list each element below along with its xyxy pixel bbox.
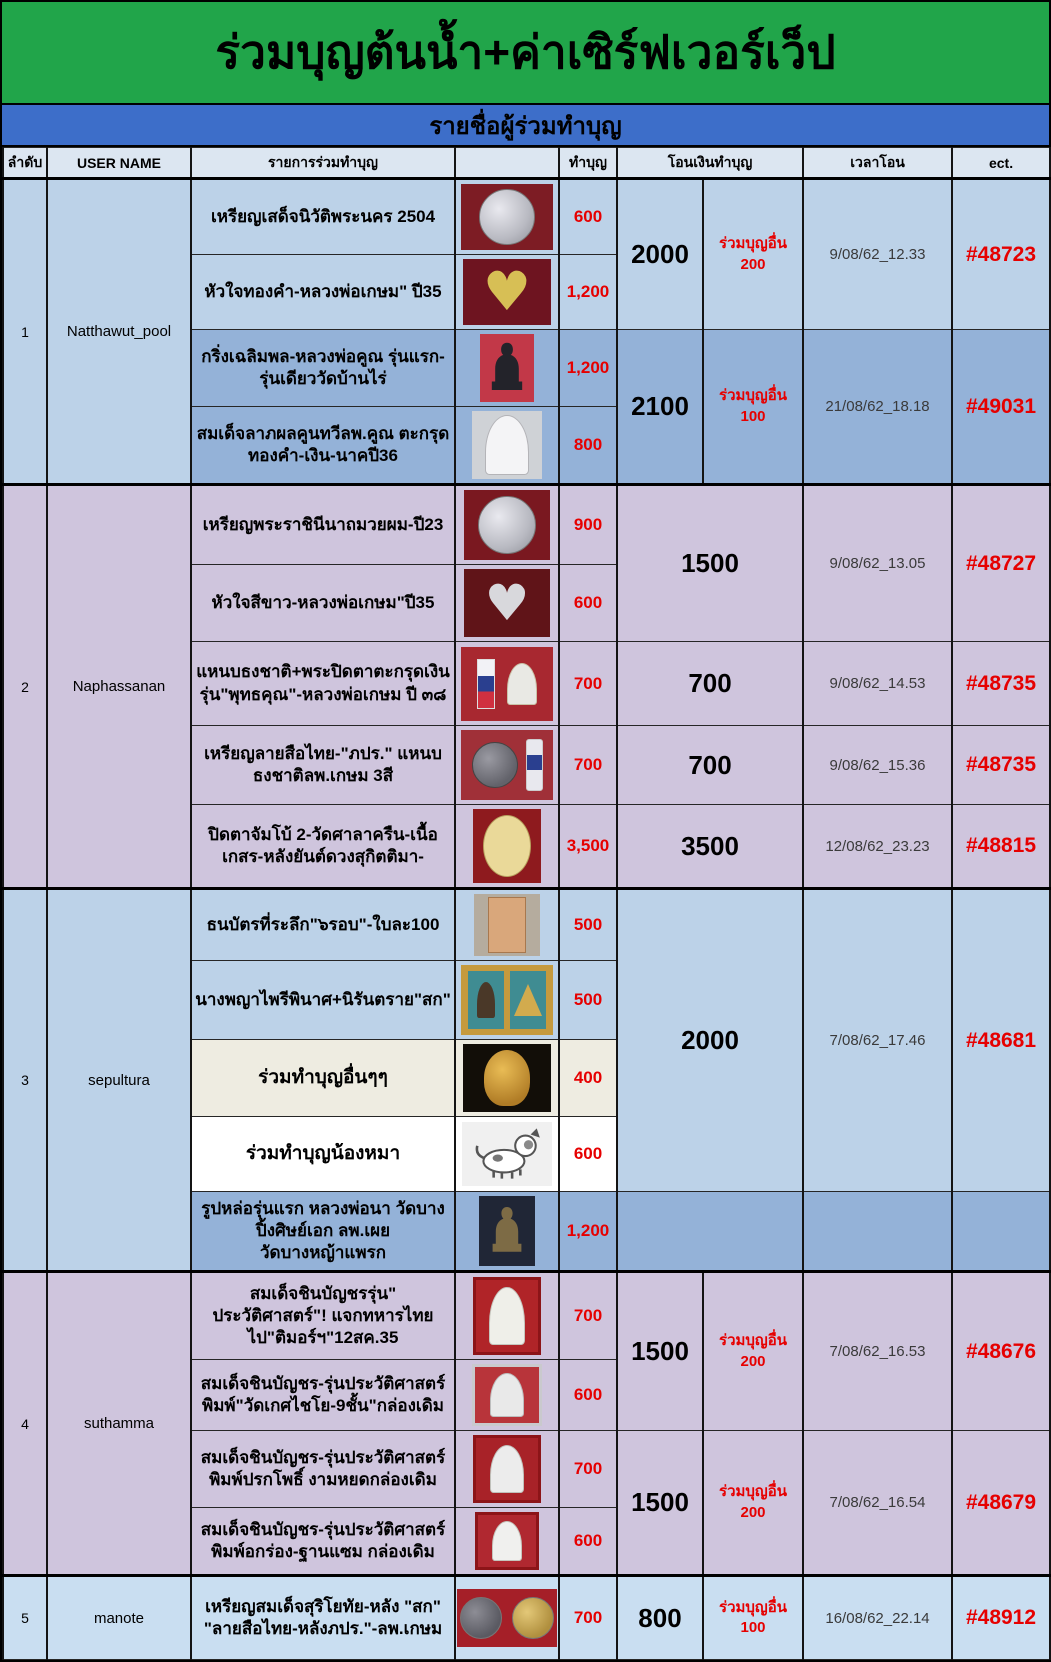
item-name: รูปหล่อรุ่นแรก หลวงพ่อนา วัดบางปิ้งศิษย์เอก ลพ.เผย วัดบางหญ้าแพรก xyxy=(191,1192,455,1272)
item-name: สมเด็จลาภผลคูนทวีลพ.คูณ ตะกรุดทองคำ-เงิน-นาคปี36 xyxy=(191,407,455,485)
item-photo-cell xyxy=(455,1360,559,1431)
item-name: หัวใจสีขาว-หลวงพ่อเกษม"ปี35 xyxy=(191,565,455,642)
transfer-note-label: ร่วมบุญอื่น xyxy=(719,235,787,253)
transfer-time: 9/08/62_13.05 xyxy=(803,485,952,642)
gold-heart-photo: ♥ xyxy=(463,259,551,325)
item-name: เหรียญลายสือไทย-"ภปร." แหนบธงชาติลพ.เกษม 3สี xyxy=(191,726,455,805)
col-header-item: รายการร่วมทำบุญ xyxy=(191,148,455,179)
merit-amount: 600 xyxy=(559,1117,617,1192)
item-photo-cell xyxy=(455,565,559,642)
merit-amount: 700 xyxy=(559,1576,617,1660)
transfer-amount: 1500 xyxy=(617,485,803,642)
col-header-merit: ทำบุญ xyxy=(559,148,617,179)
transfer-ref: #49031 xyxy=(952,330,1050,485)
merit-amount: 700 xyxy=(559,1272,617,1360)
col-header-transfer: โอนเงินทำบุญ xyxy=(617,148,803,179)
transfer-amount: 700 xyxy=(617,726,803,805)
flag-pin-amulet-photo xyxy=(461,647,553,721)
item-name: เหรียญสมเด็จสุริโยทัย-หลัง "สก" "ลายสือไทย-หลังภปร."-ลพ.เกษม xyxy=(191,1576,455,1660)
username: Naphassanan xyxy=(47,485,191,889)
merit-table xyxy=(2,147,1051,1660)
group-number: 2 xyxy=(3,485,47,889)
transfer-time: 9/08/62_15.36 xyxy=(803,726,952,805)
transfer-amount: 700 xyxy=(617,642,803,726)
item-photo-cell xyxy=(455,805,559,889)
table-row xyxy=(3,179,1050,255)
item-name: ร่วมทำบุญอื่นๆๆ xyxy=(191,1040,455,1117)
item-photo-cell xyxy=(455,179,559,255)
transfer-ref: #48727 xyxy=(952,485,1050,642)
item-name: สมเด็จชินบัญชร-รุ่นประวัติศาสตร์ พิมพ์"วัดเกศไชโย-9ชั้น"กล่องเดิม xyxy=(191,1360,455,1431)
merit-amount: 600 xyxy=(559,1360,617,1431)
table-subtitle: รายชื่อผู้ร่วมทำบุญ xyxy=(429,112,622,140)
item-photo-cell xyxy=(455,1040,559,1117)
framed-amulet-photo xyxy=(473,1435,541,1503)
item-name: เหรียญพระราชินีนาถมวยผม-ปี23 xyxy=(191,485,455,565)
dog-cartoon-photo xyxy=(462,1122,552,1186)
merit-amount: 400 xyxy=(559,1040,617,1117)
item-photo-cell xyxy=(455,1117,559,1192)
transfer-time: 16/08/62_22.14 xyxy=(803,1576,952,1660)
framed-amulet-photo xyxy=(475,1512,539,1570)
item-photo-cell xyxy=(455,726,559,805)
transfer-ref-empty xyxy=(952,1192,1050,1272)
transfer-amount: 1500 xyxy=(617,1272,703,1431)
merit-amount: 700 xyxy=(559,1431,617,1508)
table-row xyxy=(3,1576,1050,1660)
item-name: สมเด็จชินบัญชรรุ่น" ประวัติศาสตร์"! แจกทหารไทยไป"ติมอร์ฯ"12สค.35 xyxy=(191,1272,455,1360)
item-photo-cell xyxy=(455,889,559,961)
item-name: ธนบัตรที่ระลึก"๖รอบ"-ใบละ100 xyxy=(191,889,455,961)
transfer-amount-empty xyxy=(617,1192,803,1272)
col-header-ect: ect. xyxy=(952,148,1050,179)
transfer-ref: #48912 xyxy=(952,1576,1050,1660)
item-photo-cell xyxy=(455,485,559,565)
col-header-image xyxy=(455,148,559,179)
coin-flag-pin-photo xyxy=(461,730,553,800)
col-header-user: USER NAME xyxy=(47,148,191,179)
transfer-time-empty xyxy=(803,1192,952,1272)
transfer-note xyxy=(703,1272,803,1431)
transfer-ref: #48723 xyxy=(952,179,1050,330)
username: manote xyxy=(47,1576,191,1660)
buddha-head-photo xyxy=(463,1044,551,1112)
merit-amount: 900 xyxy=(559,485,617,565)
transfer-note-amount: 200 xyxy=(740,1503,766,1521)
transfer-note-label: ร่วมบุญอื่น xyxy=(719,387,787,405)
username: Natthawut_pool xyxy=(47,179,191,485)
col-header-time: เวลาโอน xyxy=(803,148,952,179)
merit-amount: 3,500 xyxy=(559,805,617,889)
transfer-note-label: ร่วมบุญอื่น xyxy=(719,1598,787,1616)
item-name: สมเด็จชินบัญชร-รุ่นประวัติศาสตร์ พิมพ์ปรกโพธิ์ งามหยดกล่องเดิม xyxy=(191,1431,455,1508)
table-row xyxy=(3,485,1050,565)
item-photo-cell xyxy=(455,642,559,726)
transfer-ref: #48815 xyxy=(952,805,1050,889)
merit-amount: 1,200 xyxy=(559,330,617,407)
white-amulet-photo xyxy=(472,411,542,479)
transfer-note-label: ร่วมบุญอื่น xyxy=(719,1483,787,1501)
item-photo-cell xyxy=(455,1192,559,1272)
transfer-time: 9/08/62_14.53 xyxy=(803,642,952,726)
item-name: หัวใจทองคำ-หลวงพ่อเกษม" ปี35 xyxy=(191,255,455,330)
transfer-note xyxy=(703,330,803,485)
merit-amount: 1,200 xyxy=(559,1192,617,1272)
transfer-ref: #48681 xyxy=(952,889,1050,1192)
merit-amount: 800 xyxy=(559,407,617,485)
silver-coin-photo xyxy=(461,184,553,250)
merit-amount: 1,200 xyxy=(559,255,617,330)
transfer-note-amount: 200 xyxy=(740,1352,766,1370)
transfer-note-label: ร่วมบุญอื่น xyxy=(719,1332,787,1350)
table-row xyxy=(3,889,1050,961)
framed-amulet-photo xyxy=(472,1364,542,1426)
item-name: นางพญาไพรีพินาศ+นิรันตราย"สก" xyxy=(191,961,455,1040)
item-name: แหนบธงชาติ+พระปิดตาตะกรุดเงิน รุ่น"พุทธคุณ"-หลวงพ่อเกษม ปี ๓๘ xyxy=(191,642,455,726)
transfer-ref: #48735 xyxy=(952,642,1050,726)
pidta-amulet-photo xyxy=(473,809,541,883)
item-photo-cell xyxy=(455,330,559,407)
transfer-note-amount: 100 xyxy=(740,1619,766,1636)
teal-case-amulets-photo xyxy=(461,965,553,1035)
transfer-amount: 3500 xyxy=(617,805,803,889)
item-name: กริ่งเฉลิมพล-หลวงพ่อคูณ รุ่นแรก-รุ่นเดียววัดบ้านไร่ xyxy=(191,330,455,407)
silver-coin-photo xyxy=(464,490,550,560)
transfer-amount: 2000 xyxy=(617,179,703,330)
merit-amount: 600 xyxy=(559,179,617,255)
group-number: 5 xyxy=(3,1576,47,1660)
merit-amount: 600 xyxy=(559,565,617,642)
transfer-time: 12/08/62_23.23 xyxy=(803,805,952,889)
item-photo-cell xyxy=(455,961,559,1040)
table-row xyxy=(3,1272,1050,1360)
transfer-amount: 1500 xyxy=(617,1431,703,1576)
transfer-ref: #48735 xyxy=(952,726,1050,805)
framed-amulet-photo xyxy=(473,1277,541,1355)
col-header-no: ลำดับ xyxy=(3,148,47,179)
group-number: 4 xyxy=(3,1272,47,1576)
monk-statue-photo xyxy=(479,1196,535,1266)
transfer-time: 9/08/62_12.33 xyxy=(803,179,952,330)
transfer-time: 7/08/62_17.46 xyxy=(803,889,952,1192)
item-photo-cell xyxy=(455,1431,559,1508)
merit-amount: 500 xyxy=(559,961,617,1040)
header-row xyxy=(3,148,1050,179)
title-banner xyxy=(2,2,1049,105)
merit-amount: 500 xyxy=(559,889,617,961)
item-name: ปิดตาจัมโบ้ 2-วัดศาลาครืน-เนื้อเกสร-หลังยันต์ดวงสุกิตติมา- xyxy=(191,805,455,889)
transfer-time: 7/08/62_16.54 xyxy=(803,1431,952,1576)
merit-amount: 700 xyxy=(559,726,617,805)
buddha-statue-photo xyxy=(480,334,534,402)
item-name: เหรียญเสด็จนิวัติพระนคร 2504 xyxy=(191,179,455,255)
transfer-time: 21/08/62_18.18 xyxy=(803,330,952,485)
transfer-ref: #48676 xyxy=(952,1272,1050,1431)
page-title: ร่วมบุญต้นน้ำ+ค่าเซิร์ฟเวอร์เว็ป xyxy=(215,26,836,78)
transfer-note xyxy=(703,179,803,330)
item-photo-cell xyxy=(455,1272,559,1360)
username: suthamma xyxy=(47,1272,191,1576)
item-name: สมเด็จชินบัญชร-รุ่นประวัติศาสตร์ พิมพ์อกร่อง-ฐานแซม กล่องเดิม xyxy=(191,1508,455,1576)
transfer-amount: 2100 xyxy=(617,330,703,485)
transfer-note xyxy=(703,1576,803,1660)
transfer-ref: #48679 xyxy=(952,1431,1050,1576)
transfer-note-amount: 100 xyxy=(740,407,766,425)
subtitle-band xyxy=(2,105,1049,147)
transfer-note xyxy=(703,1431,803,1576)
group-number: 1 xyxy=(3,179,47,485)
transfer-time: 7/08/62_16.53 xyxy=(803,1272,952,1431)
item-photo-cell xyxy=(455,407,559,485)
silver-heart-photo: ♥ xyxy=(464,569,550,637)
group-number: 3 xyxy=(3,889,47,1272)
transfer-amount: 2000 xyxy=(617,889,803,1192)
transfer-note-amount: 200 xyxy=(740,255,766,273)
merit-amount: 600 xyxy=(559,1508,617,1576)
item-photo-cell xyxy=(455,255,559,330)
item-photo-cell xyxy=(455,1576,559,1660)
two-coins-photo xyxy=(457,1589,557,1647)
banknote-photo xyxy=(474,894,540,956)
item-photo-cell xyxy=(455,1508,559,1576)
transfer-amount: 800 xyxy=(617,1576,703,1660)
item-name: ร่วมทำบุญน้องหมา xyxy=(191,1117,455,1192)
username: sepultura xyxy=(47,889,191,1272)
merit-amount: 700 xyxy=(559,642,617,726)
